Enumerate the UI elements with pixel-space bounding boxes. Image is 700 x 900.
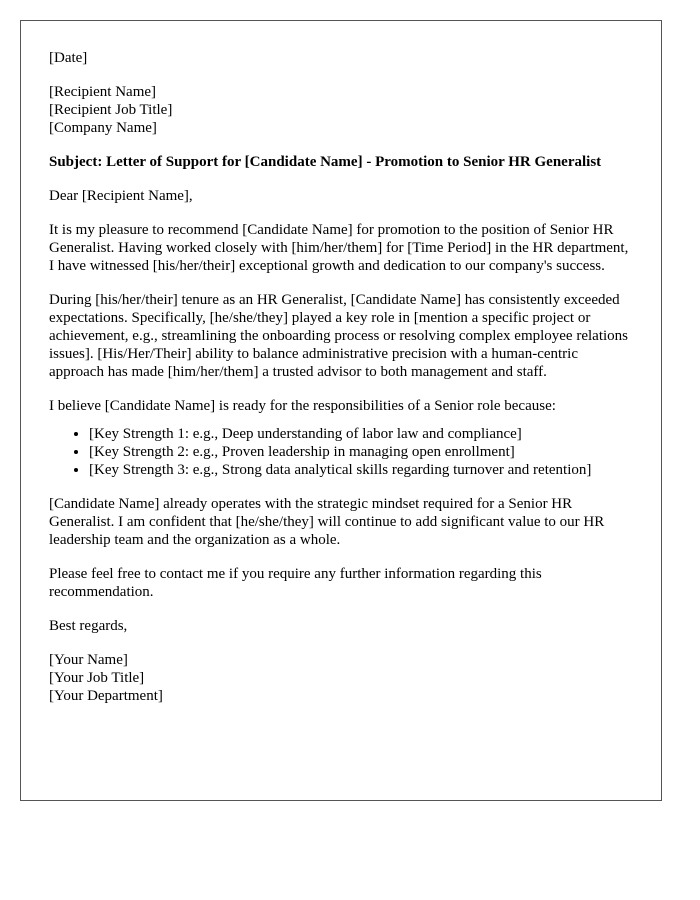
sender-signature-block [49,651,633,705]
letter-subject: Subject: Letter of Support for [Candidate Name] - Promotion to Senior HR Generalist [49,154,602,170]
letter-date: [Date] [49,50,88,66]
strength-item-1: • [Key Strength 1: e.g., Deep understanding of labor law and compliance] [89,425,633,443]
body-paragraph-2: During [his/her/their] tenure as an HR Generalist, [Candidate Name] has consistently exceeded expectations. Specifically, [he/she/they] played a key role in [mention a specific project or achievement, e.g., streamlining the onboarding process or resolving complex employee relations issues]. [His/Her/Their] ability to balance administrative precision with a human-centric approach has made [him/her/them] a trusted advisor to both management and staff. [49,292,628,380]
recipient-job-title: [Recipient Job Title] [49,102,173,118]
date-block [49,49,633,67]
sender-department: [Your Department] [49,688,163,704]
recipient-company: [Company Name] [49,120,157,136]
sender-name: [Your Name] [49,652,128,668]
body-paragraph-5: Please feel free to contact me if you require any further information regarding this recommendation. [49,566,542,600]
strength-item-2: • [Key Strength 2: e.g., Proven leadership in managing open enrollment] [89,443,633,461]
recipient-name: [Recipient Name] [49,84,157,100]
body-paragraph-3: I believe [Candidate Name] is ready for the responsibilities of a Senior role because: [49,398,556,414]
body-paragraph-1: It is my pleasure to recommend [Candidate Name] for promotion to the position of Senior HR Generalist. Having worked closely with [him/her/them] for [Time Period] in the HR department, I have witnessed [his/her/their] exceptional growth and dedication to our company's success. [49,222,629,274]
letter-closing: Best regards, [49,618,128,634]
strength-item-3: • [Key Strength 3: e.g., Strong data analytical skills regarding turnover and retention] [89,461,633,479]
strengths-list [49,425,633,479]
body-paragraph-4: [Candidate Name] already operates with the strategic mindset required for a Senior HR Generalist. I am confident that [he/she/they] will continue to add significant value to our HR leadership team and the organization as a whole. [49,496,605,548]
letter-greeting: Dear [Recipient Name], [49,188,193,204]
recipient-address-block [49,83,633,137]
sender-job-title: [Your Job Title] [49,670,145,686]
letter-document [20,20,662,801]
